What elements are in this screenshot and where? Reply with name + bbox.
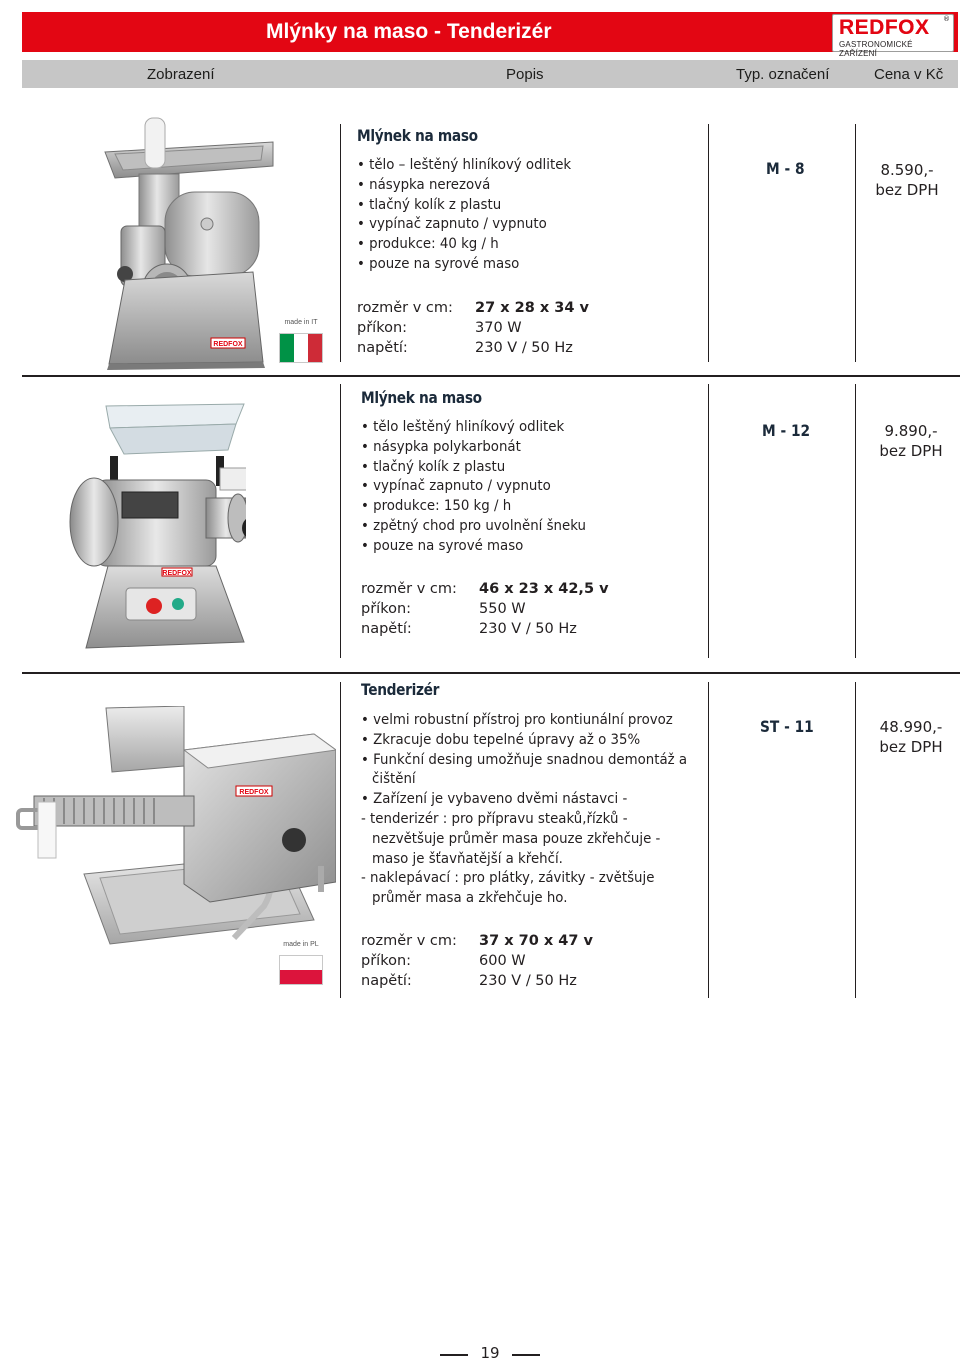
price-vat-note: bez DPH: [875, 181, 939, 199]
feature-item: • vypínač zapnuto / vypnuto: [361, 478, 551, 495]
price-st11: [866, 717, 956, 757]
redfox-logo: [832, 14, 954, 58]
feature-item: • tlačný kolík z plastu: [357, 196, 502, 213]
product-name-m8: Mlýnek na maso: [357, 126, 478, 145]
spec-label: napětí:: [361, 620, 412, 637]
type-code-m8: M - 8: [766, 159, 805, 178]
section-divider: [22, 375, 960, 377]
price-m8: [862, 160, 952, 200]
feature-item: • násypka polykarbonát: [361, 438, 521, 455]
column-header-description: Popis: [506, 66, 544, 83]
price-value: 8.590,-: [880, 161, 934, 179]
spec-label: rozměr v cm:: [357, 300, 453, 316]
page-title: Mlýnky na maso - Tenderizér: [266, 20, 552, 43]
spec-table-st11: [361, 932, 641, 991]
spec-dimensions: 27 x 28 x 34 v: [475, 300, 589, 316]
feature-list-m12: [361, 418, 586, 557]
spec-voltage: 230 V / 50 Hz: [479, 972, 577, 989]
spec-power: 600 W: [479, 952, 526, 969]
feature-item: • násypka nerezová: [357, 176, 491, 193]
footer-rule-left: [440, 1354, 468, 1356]
type-code-st11: ST - 11: [760, 717, 814, 736]
spec-label: napětí:: [361, 972, 412, 989]
m8-image-badge: REDFOX: [213, 341, 243, 348]
feature-item: - naklepávací : pro plátky, závitky - zvětšuje průměr masa a zkřehčuje ho.: [361, 870, 655, 907]
price-value: 9.890,-: [884, 422, 938, 440]
spec-label: rozměr v cm:: [361, 581, 457, 597]
type-code-m12: M - 12: [762, 421, 811, 440]
meat-grinder-m8-image: [95, 112, 285, 370]
product-name-st11: Tenderizér: [361, 680, 440, 699]
spec-voltage: 230 V / 50 Hz: [479, 620, 577, 637]
spec-power: 370 W: [475, 319, 522, 336]
origin-flag-italy: [279, 319, 323, 363]
feature-item: • tělo leštěný hliníkový odlitek: [361, 419, 565, 435]
spec-table-m8: [357, 299, 617, 358]
origin-flag-poland: [279, 941, 323, 985]
spec-table-m12: [361, 580, 641, 639]
feature-item: • Zařízení je vybaveno dvěmi nástavci -: [361, 791, 628, 808]
spec-label: příkon:: [361, 600, 412, 617]
logo-registered: ®: [943, 15, 950, 23]
logo-brand: REDFOX: [839, 16, 930, 39]
product-name-m12: Mlýnek na maso: [361, 388, 482, 407]
feature-item: • velmi robustní přístroj pro kontiunální provoz: [361, 712, 673, 728]
spec-dimensions: 46 x 23 x 42,5 v: [479, 581, 609, 597]
origin-label-pl: made in PL: [283, 941, 319, 948]
m12-image-badge: REDFOX: [162, 570, 192, 577]
feature-item: • produkce: 150 kg / h: [361, 498, 512, 515]
feature-item: - tenderizér : pro přípravu steaků,řízků - nezvětšuje průměr masa pouze zkřehčuje - maso je šťavňatější a křehčí.: [361, 810, 661, 867]
column-header-price: Cena v Kč: [874, 66, 944, 83]
feature-item: • Funkční desing umožňuje snadnou demontáž a čištění: [361, 751, 688, 788]
section-divider: [22, 672, 960, 674]
feature-item: • tělo – leštěný hliníkový odlitek: [357, 157, 572, 173]
footer-rule-right: [512, 1354, 540, 1356]
feature-item: • zpětný chod pro uvolnění šneku: [361, 517, 586, 534]
column-header-view: Zobrazení: [147, 66, 215, 83]
feature-list-m8: [357, 156, 571, 275]
spec-label: rozměr v cm:: [361, 933, 457, 949]
origin-label-it: made in IT: [284, 319, 318, 326]
feature-list-st11: [361, 711, 698, 909]
title-bar: [22, 12, 958, 58]
feature-item: • vypínač zapnuto / vypnuto: [357, 216, 547, 233]
feature-item: • tlačný kolík z plastu: [361, 458, 506, 475]
price-vat-note: bez DPH: [879, 442, 943, 460]
meat-grinder-m12-image: [66, 400, 246, 656]
logo-tagline: GASTRONOMICKÉ ZAŘÍZENÍ: [839, 40, 913, 58]
spec-voltage: 230 V / 50 Hz: [475, 339, 573, 356]
tenderizer-st11-image: [14, 706, 336, 952]
column-header-bar: [22, 60, 958, 88]
spec-label: příkon:: [361, 952, 412, 969]
feature-item: • pouze na syrové maso: [361, 537, 524, 554]
feature-item: • produkce: 40 kg / h: [357, 236, 499, 253]
page-number: 19: [480, 1344, 500, 1362]
price-value: 48.990,-: [879, 718, 943, 736]
spec-label: příkon:: [357, 319, 408, 336]
column-header-type: Typ. označení: [736, 66, 830, 83]
feature-item: • pouze na syrové maso: [357, 255, 520, 272]
spec-dimensions: 37 x 70 x 47 v: [479, 933, 593, 949]
st11-image-badge: REDFOX: [239, 789, 269, 796]
price-m12: [866, 421, 956, 461]
spec-label: napětí:: [357, 339, 408, 356]
feature-item: • Zkracuje dobu tepelné úpravy až o 35%: [361, 731, 641, 748]
spec-power: 550 W: [479, 600, 526, 617]
price-vat-note: bez DPH: [879, 738, 943, 756]
